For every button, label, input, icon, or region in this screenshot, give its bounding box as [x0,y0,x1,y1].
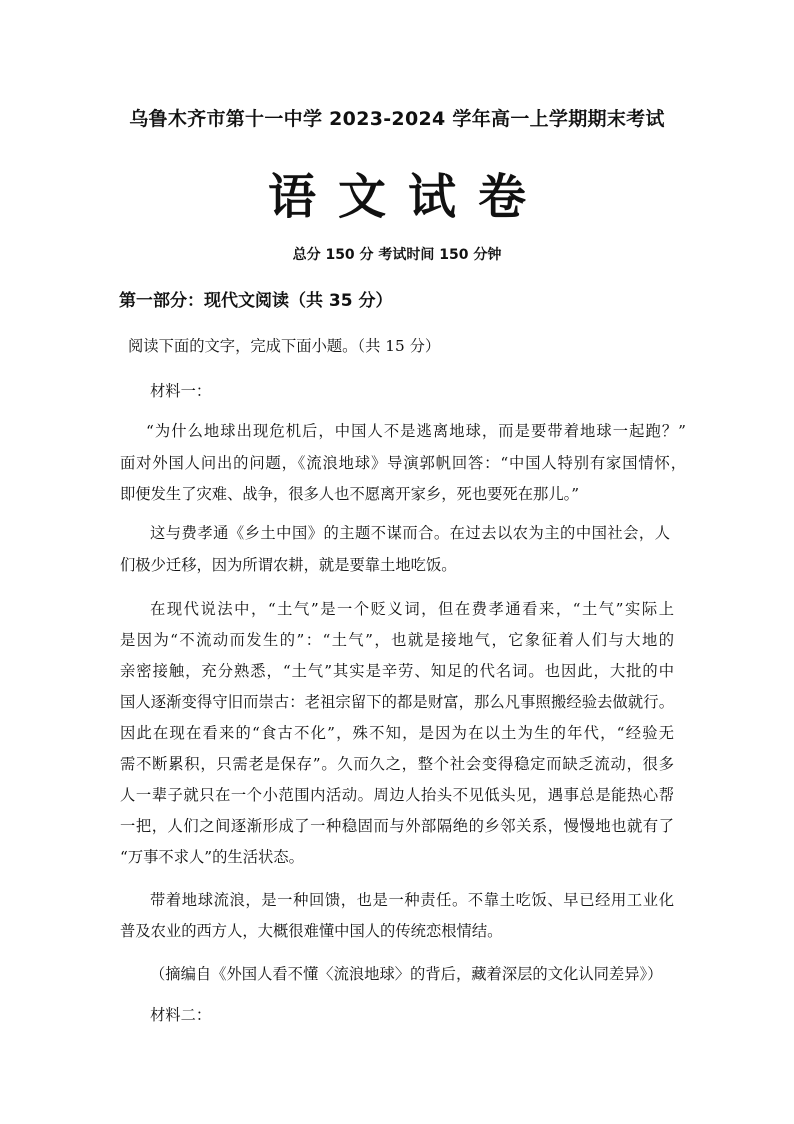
paragraph-line: 带着地球流浪，是一种回馈，也是一种责任。不靠土吃饭、早已经用工业化 [150,891,674,909]
paragraph-line: 面对外国人问出的问题，《流浪地球》导演郭帆回答：“中国人特别有家国情怀， [120,454,686,472]
paragraph-line: 普及农业的西方人，大概很难懂中国人的传统恋根情结。 [120,922,503,940]
part-one-heading: 第一部分：现代文阅读（共 35 分） [119,291,393,311]
paragraph-line: “万事不求人”的生活状态。 [120,848,304,866]
school-exam-title: 乌鲁木齐市第十一中学 2023-2024 学年高一上学期期末考试 [129,108,665,130]
paragraph-line: 亲密接触，充分熟悉，“土气”其实是辛劳、知足的代名词。也因此，大批的中 [120,662,674,680]
material-one-source: （摘编自《外国人看不懂〈流浪地球〉的背后，藏着深层的文化认同差异》） [150,965,663,983]
paragraph-line: 需不断累积，只需老是保存”。久而久之，整个社会变得稳定而缺乏流动，很多 [120,755,674,773]
paragraph-line: 是因为“不流动而发生的”：“土气”，也就是接地气，它象征着人们与大地的 [120,631,674,649]
paragraph-line: 国人逐渐变得守旧而崇古：老祖宗留下的都是财富，那么凡事照搬经验去做就行。 [120,693,674,711]
reading-instruction: 阅读下面的文字，完成下面小题。（共 15 分） [128,337,441,355]
subject-title: 语文试卷 [267,169,548,225]
paragraph-line: 人一辈子就只在一个小范围内活动。周边人抬头不见低头见，遇事总是能热心帮 [120,786,674,804]
score-and-time-line: 总分 150 分 考试时间 150 分钟 [292,247,502,263]
paragraph-line: 即便发生了灾难、战争，很多人也不愿离开家乡，死也要死在那儿。” [120,485,580,503]
paragraph-line: 这与费孝通《乡土中国》的主题不谋而合。在过去以农为主的中国社会，人 [150,524,670,542]
paragraph-line: “为什么地球出现危机后，中国人不是逃离地球，而是要带着地球一起跑？” [146,422,686,440]
material-two-label: 材料二： [150,1006,212,1024]
paragraph-line: 因此在现在看来的“食古不化”，殊不知，是因为在以土为生的年代，“经验无 [120,724,674,742]
material-one-label: 材料一： [150,382,212,400]
paragraph-line: 们极少迁移，因为所谓农耕，就是要靠土地吃饭。 [120,556,457,574]
paragraph-line: 一把，人们之间逐渐形成了一种稳固而与外部隔绝的乡邻关系，慢慢地也就有了 [120,817,674,835]
paragraph-line: 在现代说法中，“土气”是一个贬义词，但在费孝通看来，“土气”实际上 [150,600,674,618]
